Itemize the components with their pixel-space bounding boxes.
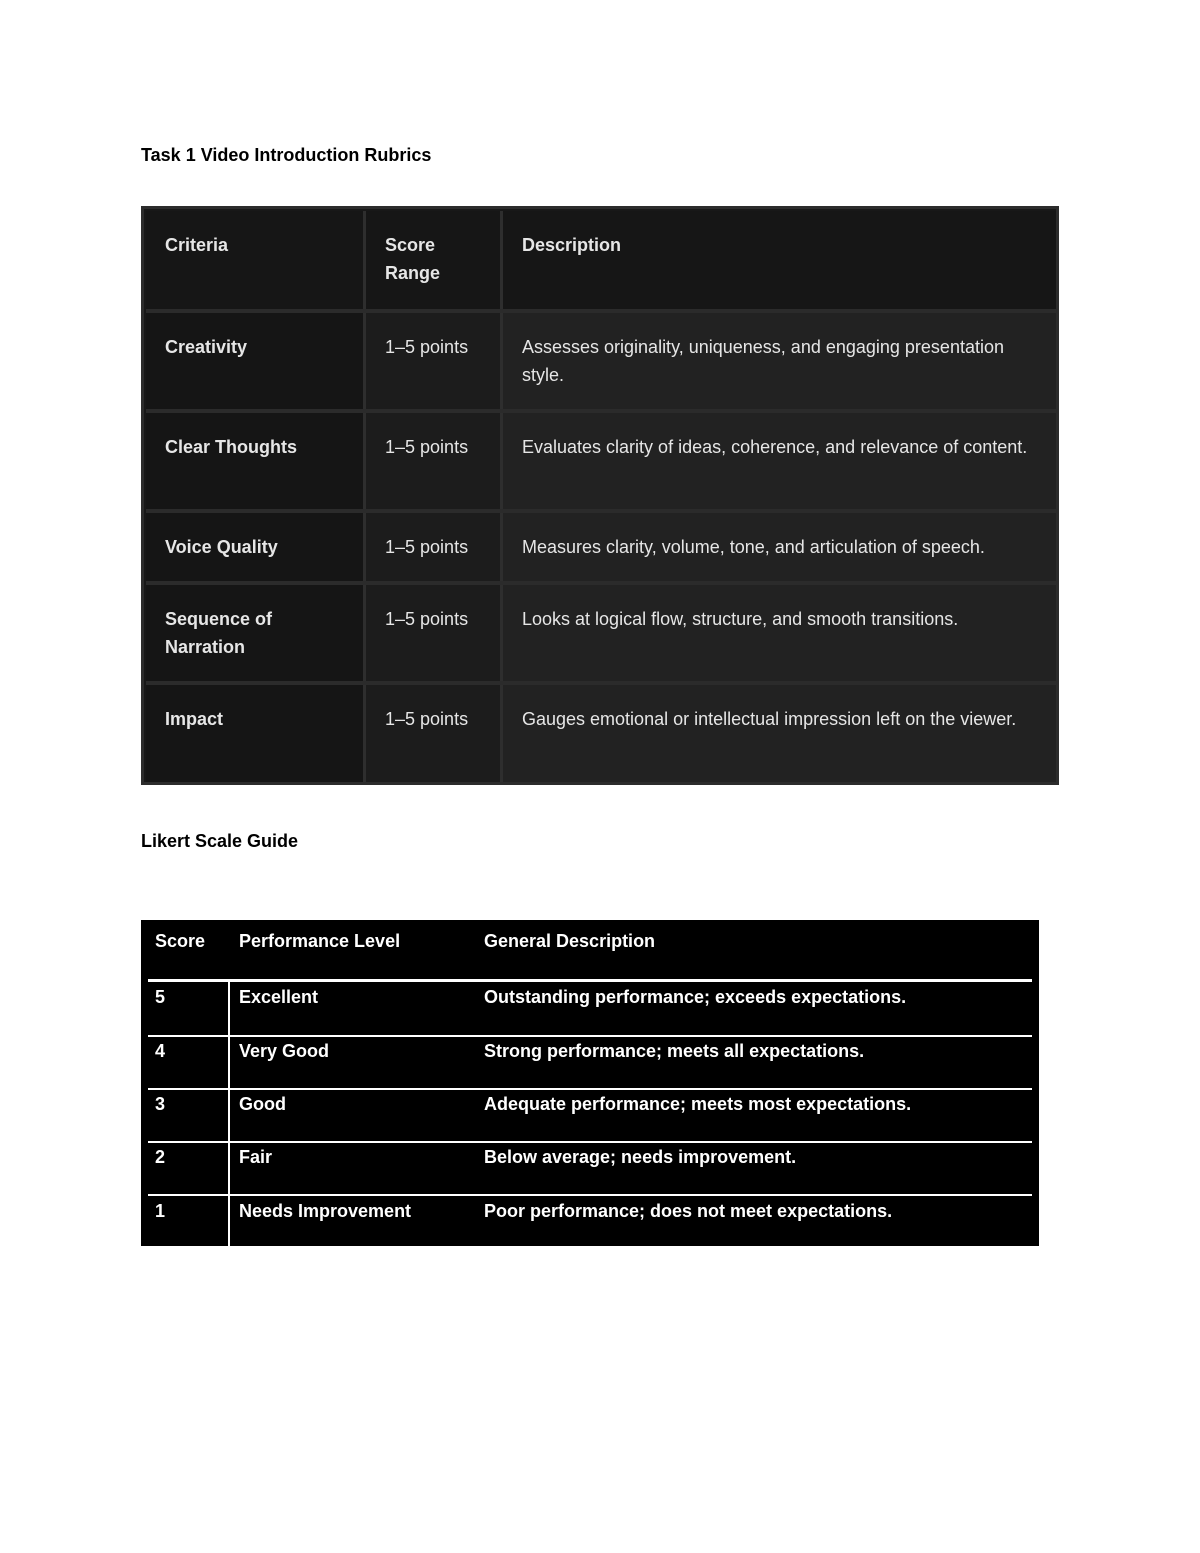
likert-header-level: Performance Level [239, 931, 401, 951]
likert-score: 2 [155, 1147, 166, 1167]
likert-level: Needs Improvement [239, 1201, 412, 1221]
rubric-score: 1–5 points [366, 685, 503, 782]
likert-description: Below average; needs improvement. [484, 1147, 797, 1167]
rubric-criteria: Impact [146, 685, 366, 782]
likert-title: Likert Scale Guide [141, 831, 299, 851]
rubric-title: Task 1 Video Introduction Rubrics [141, 145, 432, 165]
likert-level: Excellent [239, 987, 319, 1007]
rubric-row [146, 513, 1056, 583]
rubric-table [141, 206, 1059, 785]
rubric-row [146, 585, 1056, 683]
likert-level: Good [239, 1094, 286, 1114]
rubric-header-description: Description [503, 211, 1056, 311]
rubric-header-row [146, 211, 1056, 311]
rubric-description: Looks at logical flow, structure, and smooth transitions. [503, 585, 1056, 683]
rubric-header-score-line1: Score [385, 235, 436, 255]
rubric-header-score-line2: Range [385, 263, 441, 283]
rubric-criteria: Sequence of Narration [146, 585, 366, 683]
likert-header-score: Score [155, 931, 206, 951]
rubric-header-criteria: Criteria [146, 211, 366, 311]
likert-header-row [141, 922, 1039, 974]
rubric-description: Evaluates clarity of ideas, coherence, and relevance of content. [503, 413, 1056, 511]
rubric-score: 1–5 points [366, 313, 503, 411]
likert-description: Adequate performance; meets most expectations. [484, 1094, 912, 1114]
likert-row [141, 1085, 1039, 1137]
likert-score: 5 [155, 987, 166, 1007]
likert-row [141, 1192, 1039, 1244]
likert-column-divider [228, 981, 230, 1246]
rubric-criteria: Creativity [146, 313, 366, 411]
rubric-criteria: Voice Quality [146, 513, 366, 583]
rubric-score: 1–5 points [366, 413, 503, 511]
rubric-header-score [366, 211, 503, 311]
likert-row [141, 1138, 1039, 1190]
likert-row [141, 1032, 1039, 1084]
likert-score: 4 [155, 1041, 166, 1061]
rubric-criteria: Clear Thoughts [146, 413, 366, 511]
rubric-row [146, 313, 1056, 411]
rubric-description: Measures clarity, volume, tone, and articulation of speech. [503, 513, 1056, 583]
rubric-row [146, 685, 1056, 782]
likert-level: Fair [239, 1147, 273, 1167]
rubric-row [146, 413, 1056, 511]
likert-header-description: General Description [484, 931, 656, 951]
rubric-score: 1–5 points [366, 513, 503, 583]
likert-score: 3 [155, 1094, 166, 1114]
rubric-description: Gauges emotional or intellectual impression left on the viewer. [503, 685, 1056, 782]
rubric-score: 1–5 points [366, 585, 503, 683]
likert-score: 1 [155, 1201, 166, 1221]
likert-description: Strong performance; meets all expectations. [484, 1041, 865, 1061]
likert-description: Poor performance; does not meet expectations. [484, 1201, 893, 1221]
likert-row [141, 978, 1039, 1030]
likert-table [141, 920, 1039, 1246]
likert-level: Very Good [239, 1041, 330, 1061]
likert-description: Outstanding performance; exceeds expectations. [484, 987, 907, 1007]
rubric-description: Assesses originality, uniqueness, and engaging presentation style. [503, 313, 1056, 411]
